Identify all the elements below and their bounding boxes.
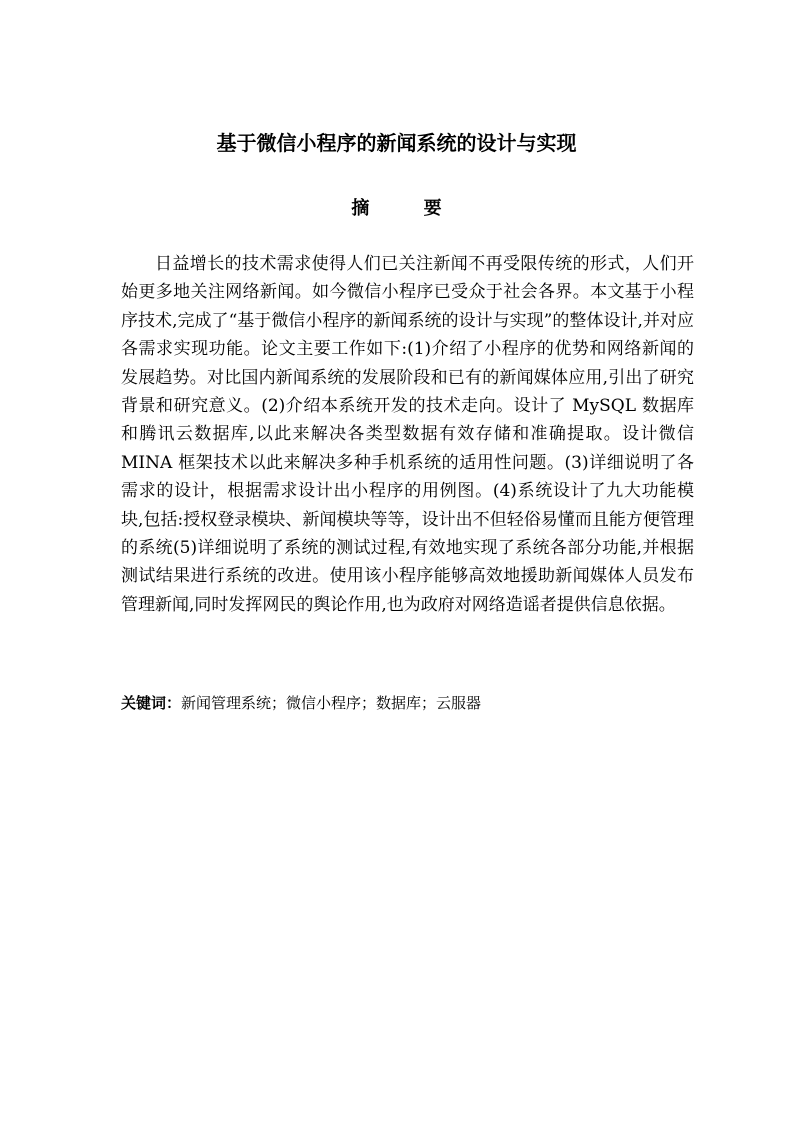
keywords-text: 新闻管理系统；微信小程序；数据库；云服器 bbox=[181, 694, 482, 712]
paper-title: 基于微信小程序的新闻系统的设计与实现 bbox=[216, 131, 577, 155]
abstract-body: 日益增长的技术需求使得人们已关注新闻不再受限传统的形式，人们开始更多地关注网络新闻。如今微信小程序已受众于社会各界。本文基于小程序技术,完成了“基于微信小程序的新闻系统的设计与实现”的整体设计,并对应各需求实现功能。论文主要工作如下:(1)介绍了小程序的优势和网络新闻的发展趋势。对比国内新闻系统的发展阶段和已有的新闻媒体应用,引出了研究背景和研究意义。(2)介绍本系统开发的技术走向。设计了 MySQL 数据库和腾讯云数据库,以此来解决各类型数据有效存储和准确提取。设计微信 MINA 框架技术以此来解决多种手机系统的适用性问题。(3)详细说明了各需求的设计，根据需求设计出小程序的用例图。(4)系统设计了九大功能模块,包括:授权登录模块、新闻模块等等，设计出不但轻俗易懂而且能方便管理的系统(5)详细说明了系统的测试过程,有效地实现了系统各部分功能,并根据测试结果进行系统的改进。使用该小程序能够高效地援助新闻媒体人员发布管理新闻,同时发挥网民的舆论作用,也为政府对网络造谣者提供信息依据。 bbox=[121, 254, 694, 615]
keywords-label: 关键词： bbox=[121, 694, 182, 712]
keywords-line bbox=[121, 690, 694, 716]
abstract-heading: 摘 要 bbox=[351, 198, 466, 219]
